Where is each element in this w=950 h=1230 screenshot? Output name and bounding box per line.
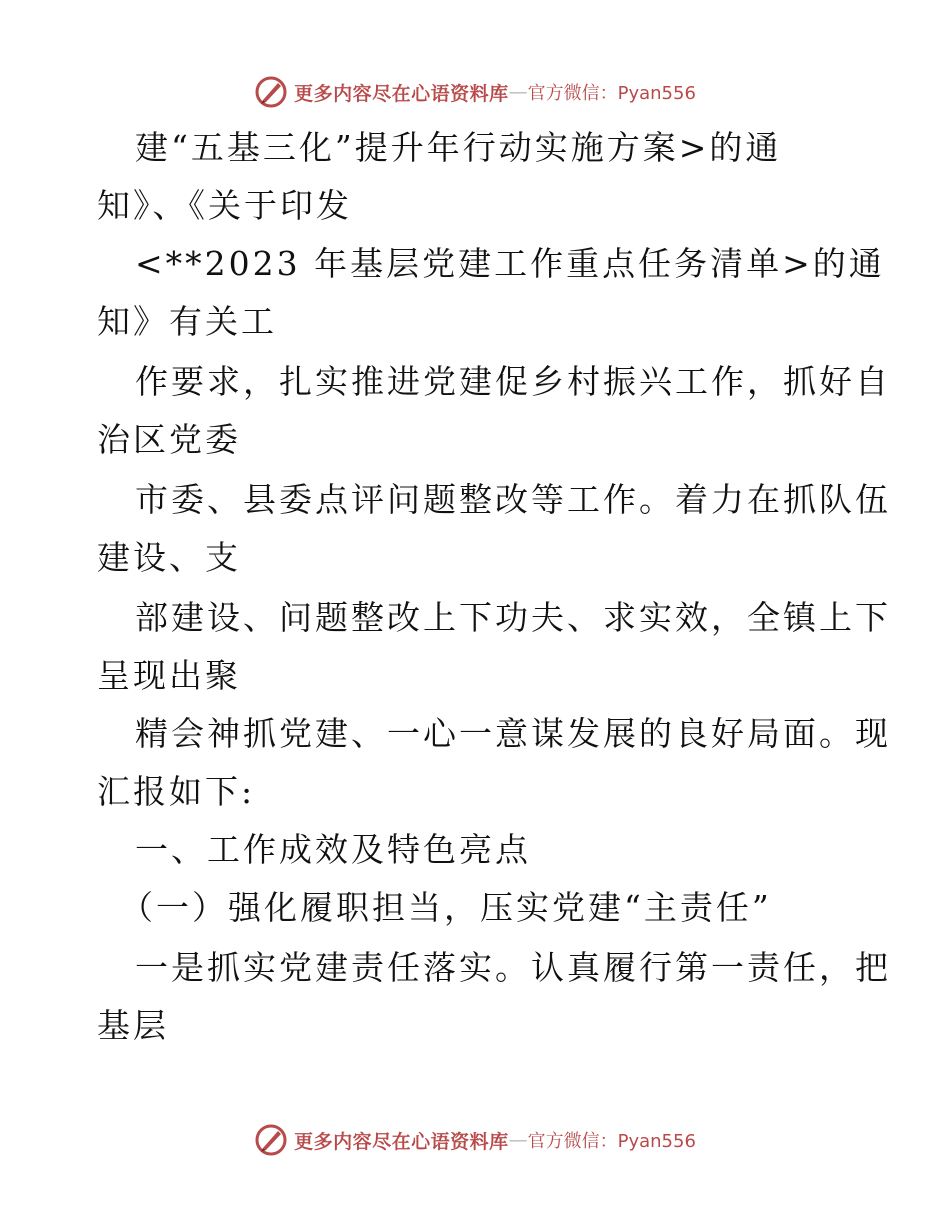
quill-pen-logo-icon <box>254 75 288 109</box>
body-line-12: 汇报如下: <box>97 772 256 811</box>
watermark-separator: — <box>508 81 528 103</box>
body-line-6: 治区党委 <box>97 420 241 459</box>
body-line-16: 基层 <box>97 1006 169 1045</box>
body-line-3: <**2023 年基层党建工作重点任务清单>的通 <box>135 244 885 283</box>
watermark-contact: 官方微信：Pyan556 <box>527 83 696 104</box>
footer-watermark <box>0 1120 950 1160</box>
body-line-9: 部建设、问题整改上下功夫、求实效，全镇上下 <box>135 598 891 637</box>
body-line-8: 建设、支 <box>97 538 241 577</box>
subsection-heading: （一）强化履职担当，压实党建“主责任” <box>120 888 772 927</box>
body-line-2: 知》、《关于印发 <box>97 186 352 225</box>
quill-pen-logo-icon <box>254 1123 288 1157</box>
watermark-contact: 官方微信：Pyan556 <box>527 1131 696 1152</box>
body-line-11: 精会神抓党建、一心一意谋发展的良好局面。现 <box>135 714 891 753</box>
body-line-15: 一是抓实党建责任落实。认真履行第一责任，把 <box>135 948 891 987</box>
watermark-label: 更多内容尽在心语资料库 <box>294 82 509 105</box>
body-line-7: 市委、县委点评问题整改等工作。着力在抓队伍 <box>135 480 891 519</box>
watermark-label: 更多内容尽在心语资料库 <box>294 1130 509 1153</box>
watermark-separator: — <box>508 1129 528 1151</box>
body-line-1: 建“五基三化”提升年行动实施方案>的通 <box>135 128 782 167</box>
body-line-5: 作要求，扎实推进党建促乡村振兴工作，抓好自 <box>135 362 891 401</box>
body-line-10: 呈现出聚 <box>97 656 241 695</box>
section-heading: 一、工作成效及特色亮点 <box>135 830 531 869</box>
header-watermark <box>0 72 950 112</box>
body-line-4: 知》有关工 <box>97 302 277 341</box>
